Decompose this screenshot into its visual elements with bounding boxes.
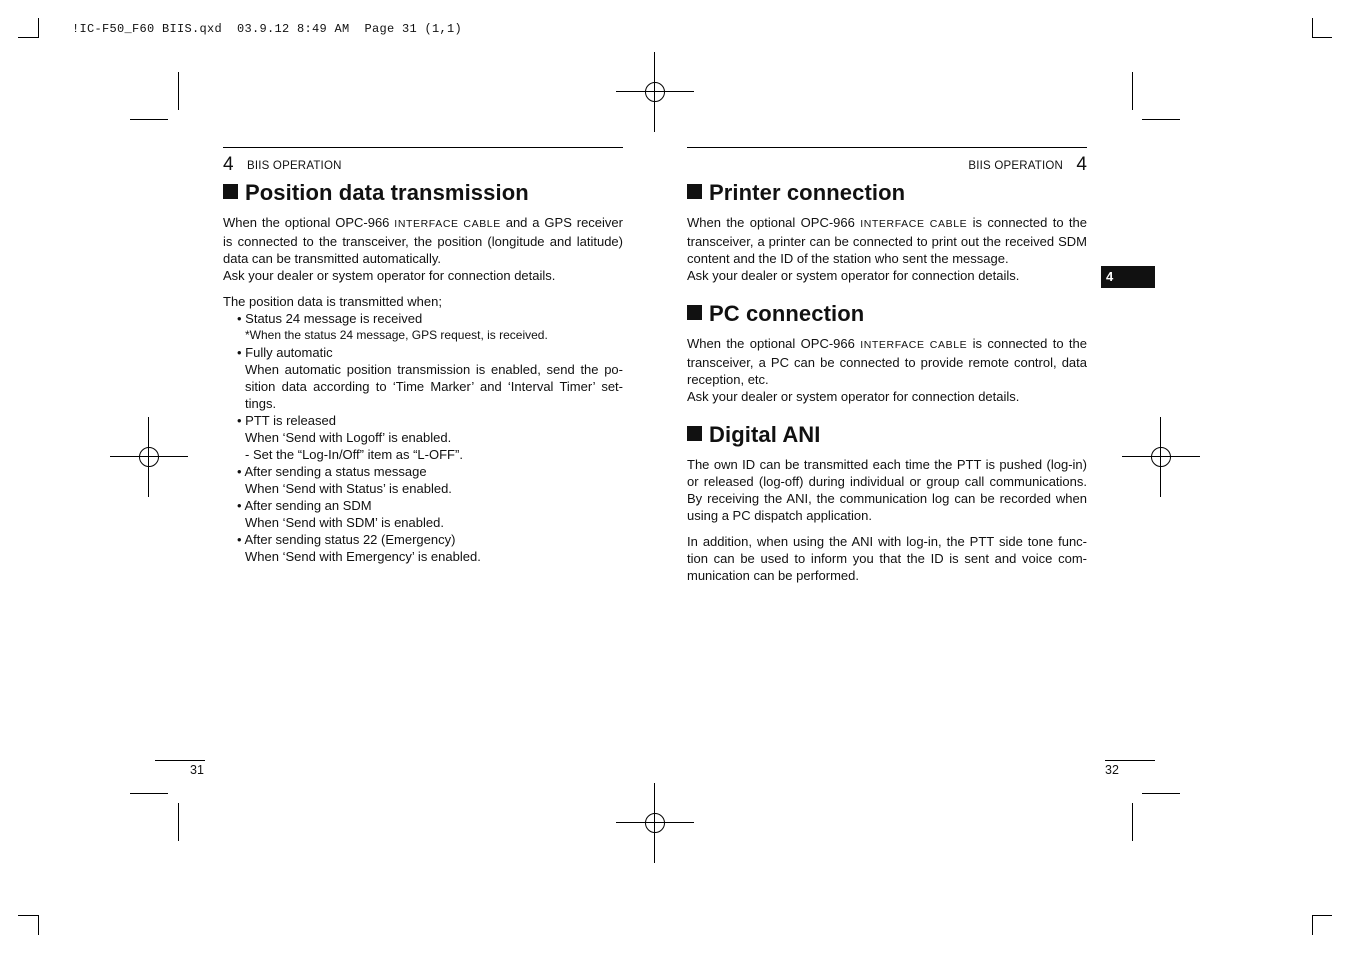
print-slug: !IC-F50_F60 BIIS.qxd 03.9.12 8:49 AM Page 31 (1,1) — [72, 22, 463, 36]
chapter-number: 4 — [223, 154, 234, 175]
bullet-fully-automatic: • Fully automatic — [237, 345, 333, 360]
interface-cable-term: INTERFACE CABLE — [394, 218, 501, 230]
bullet-ptt-released: • PTT is released — [237, 413, 336, 428]
bullet-ptt-released-desc: When ‘Send with Logoff’ is enabled. — [245, 430, 452, 445]
section-heading-digital-ani — [687, 422, 1087, 448]
page-number-rule-left — [155, 760, 205, 761]
bullet-ptt-released-note: - Set the “Log-In/Off” item as “L-OFF”. — [245, 447, 463, 462]
registration-mark-right — [1122, 437, 1200, 477]
printer-ask-text: Ask your dealer or system operator for connection details. — [687, 268, 1020, 283]
intro-paragraph: When the optional OPC-966 INTERFACE CABLE and a GPS receiver is connected to the transceiver, the position (longitude and latitude) data can be transmitted automatically. — [223, 215, 623, 266]
registration-mark-bottom — [616, 803, 694, 843]
page-number-left: 31 — [190, 763, 204, 777]
section-heading-position-data — [223, 180, 623, 206]
square-bullet-icon — [687, 305, 702, 320]
lead-text: The position data is transmitted when; — [223, 294, 442, 309]
square-bullet-icon — [687, 426, 702, 441]
chapter-label: BIIS OPERATION — [968, 160, 1063, 172]
interface-cable-term: INTERFACE CABLE — [860, 218, 968, 230]
section-title: Printer connection — [709, 180, 906, 205]
chapter-label: BIIS OPERATION — [247, 160, 342, 172]
chapter-number: 4 — [1076, 154, 1087, 175]
chapter-side-tab: 4 — [1101, 266, 1155, 288]
ani-paragraph-1: The own ID can be transmitted each time the PTT is pushed (log-in) or released (log-off) during individual or group call communications. By receiving the ANI, the communication log can be recorded when using a PC dispatch application. — [687, 457, 1087, 523]
ani-paragraph-2: In addition, when using the ANI with log-in, the PTT side tone func- tion can be used to inform you that the ID is sent and voice com- munication can be performed. — [687, 534, 1087, 583]
section-heading-printer — [687, 180, 1087, 206]
interface-cable-term: INTERFACE CABLE — [860, 339, 968, 351]
right-page-header — [687, 147, 1087, 175]
section-heading-pc — [687, 301, 1087, 327]
bullet-fully-automatic-desc: When automatic position transmission is enabled, send the po- sition data according to ‘Time Marker’ and ‘Interval Timer’ set- tings. — [245, 362, 623, 411]
pc-paragraph: When the optional OPC-966 INTERFACE CABLE is connected to the transceiver, a PC can be connected to provide remote control, data reception, etc. — [687, 336, 1087, 387]
printer-paragraph: When the optional OPC-966 INTERFACE CABLE is connected to the transceiver, a printer can be connected to print out the received SDM content and the ID of the station who sent the message. — [687, 215, 1087, 266]
bullet-status-message: • After sending a status message — [237, 464, 427, 479]
section-title: PC connection — [709, 301, 865, 326]
square-bullet-icon — [687, 184, 702, 199]
pc-ask-text: Ask your dealer or system operator for connection details. — [687, 389, 1020, 404]
right-column — [687, 180, 1087, 584]
bullet-emergency-desc: When ‘Send with Emergency’ is enabled. — [245, 549, 481, 564]
square-bullet-icon — [223, 184, 238, 199]
bullet-status-24: • Status 24 message is received — [237, 311, 423, 326]
page-number-right: 32 — [1105, 763, 1119, 777]
bullet-emergency: • After sending status 22 (Emergency) — [237, 532, 456, 547]
page-number-rule-right — [1105, 760, 1155, 761]
ask-dealer-text: Ask your dealer or system operator for connection details. — [223, 268, 556, 283]
bullet-sdm-desc: When ‘Send with SDM’ is enabled. — [245, 515, 444, 530]
section-title: Digital ANI — [709, 422, 821, 447]
bullet-status-24-note: *When the status 24 message, GPS request, is received. — [245, 328, 548, 342]
left-column — [223, 180, 623, 565]
registration-mark-left — [110, 437, 188, 477]
registration-mark-top — [616, 72, 694, 112]
bullet-status-message-desc: When ‘Send with Status’ is enabled. — [245, 481, 452, 496]
bullet-sdm: • After sending an SDM — [237, 498, 372, 513]
section-title: Position data transmission — [245, 180, 529, 205]
left-page-header — [223, 147, 623, 175]
